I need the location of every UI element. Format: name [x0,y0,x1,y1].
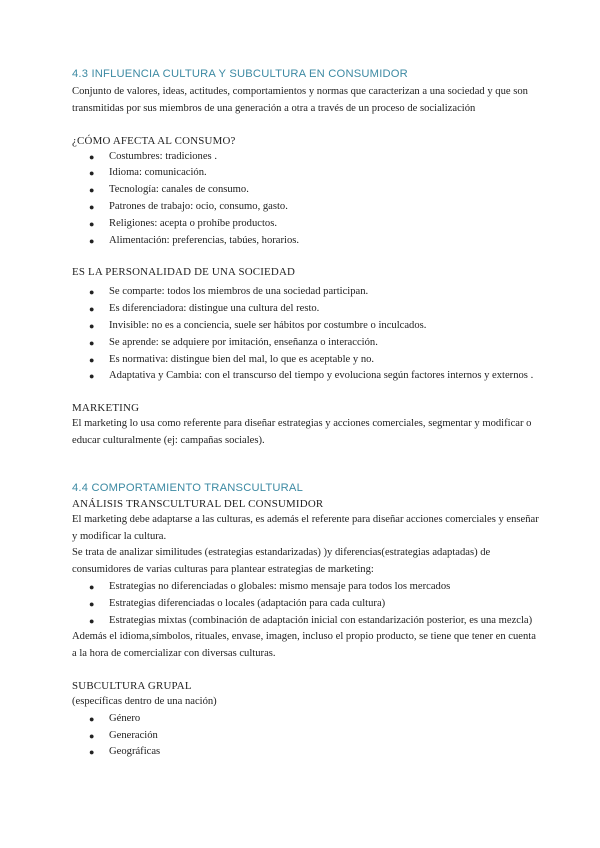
section-heading-4-4: 4.4 COMPORTAMIENTO TRANSCULTURAL [72,481,304,494]
bullet-icon: ● [89,320,95,331]
consumo-title: ¿CÓMO AFECTA AL CONSUMO? [72,134,236,147]
list-item: ● Género [72,711,542,728]
bullet-icon: ● [89,730,95,741]
list-item: ● Alimentación: preferencias, tabúes, horarios. [72,233,542,250]
subcultura-title: SUBCULTURA GRUPAL [72,679,192,692]
list-item: ● Se comparte: todos los miembros de una sociedad participan. [72,284,542,301]
estrategias-list [72,579,542,629]
list-item: ● Estrategias no diferenciadas o globales: mismo mensaje para todos los mercados [72,579,542,596]
list-item: ● Tecnología: canales de consumo. [72,182,542,199]
list-item: ● Religiones: acepta o prohíbe productos. [72,216,542,233]
bullet-icon: ● [89,235,95,246]
bullet-icon: ● [89,581,95,592]
analisis-title: ANÁLISIS TRANSCULTURAL DEL CONSUMIDOR [72,497,324,510]
bullet-icon: ● [89,713,95,724]
list-item: ● Geográficas [72,744,542,761]
list-item: ● Generación [72,728,542,745]
list-item: ● Idioma: comunicación. [72,165,542,182]
subcultura-note: (específicas dentro de una nación) [72,695,217,707]
bullet-icon: ● [89,337,95,348]
list-item: ● Costumbres: tradiciones . [72,149,542,166]
list-item: ● Se aprende: se adquiere por imitación, enseñanza o interacción. [72,335,542,352]
bullet-icon: ● [89,151,95,162]
analisis-paragraph-3: Además el idioma,símbolos, rituales, envase, imagen, incluso el propio producto, se tiene que tener en cuenta a la hora de comercializar con diversas culturas. [72,631,536,660]
personalidad-list [72,284,542,385]
bullet-icon: ● [89,354,95,365]
bullet-icon: ● [89,304,95,315]
list-item: ● Estrategias mixtas (combinación de adaptación inicial con estandarización posterior, es una mezcla) [72,613,542,630]
list-item: ● Patrones de trabajo: ocio, consumo, gasto. [72,199,542,216]
consumo-list [72,149,542,250]
section-heading-4-3: 4.3 INFLUENCIA CULTURA Y SUBCULTURA EN CONSUMIDOR [72,68,408,80]
bullet-icon: ● [89,201,95,212]
bullet-icon: ● [89,218,95,229]
bullet-icon: ● [89,615,95,626]
intro-paragraph: Conjunto de valores, ideas, actitudes, comportamientos y normas que caracterizan a una sociedad y que son transmitidas por sus miembros de una generación a otra a través de un proceso de socialización [72,86,528,114]
bullet-icon: ● [89,168,95,179]
list-item: ● Adaptativa y Cambia: con el transcurso del tiempo y evoluciona según factores internos y externos . [72,368,542,385]
bullet-icon: ● [89,371,95,382]
bullet-icon: ● [89,287,95,298]
personalidad-title: ES LA PERSONALIDAD DE UNA SOCIEDAD [72,266,296,279]
list-item: ● Invisible: no es a conciencia, suele ser hábitos por costumbre o inculcados. [72,318,542,335]
list-item: ● Es normativa: distingue bien del mal, lo que es aceptable y no. [72,352,542,369]
analisis-paragraph-2: Se trata de analizar similitudes (estrategias estandarizadas) )y diferencias(estrategias adaptadas) de consumidores de varias culturas para plantear estrategias de marketing: [72,547,491,576]
marketing-title: MARKETING [72,402,140,415]
bullet-icon: ● [89,598,95,609]
list-item: ● Es diferenciadora: distingue una cultura del resto. [72,301,542,318]
bullet-icon: ● [89,185,95,196]
document-page [72,66,542,761]
analisis-paragraph-1: El marketing debe adaptarse a las culturas, es además el referente para diseñar acciones comerciales y enseñar y modificar la cultura. [72,513,539,542]
bullet-icon: ● [89,747,95,758]
list-item: ● Estrategias diferenciadas o locales (adaptación para cada cultura) [72,596,542,613]
subcultura-list [72,711,542,761]
marketing-paragraph: El marketing lo usa como referente para diseñar estrategias y acciones comerciales, segmentar y modificar o educar culturalmente (ej: campañas sociales). [72,418,532,446]
